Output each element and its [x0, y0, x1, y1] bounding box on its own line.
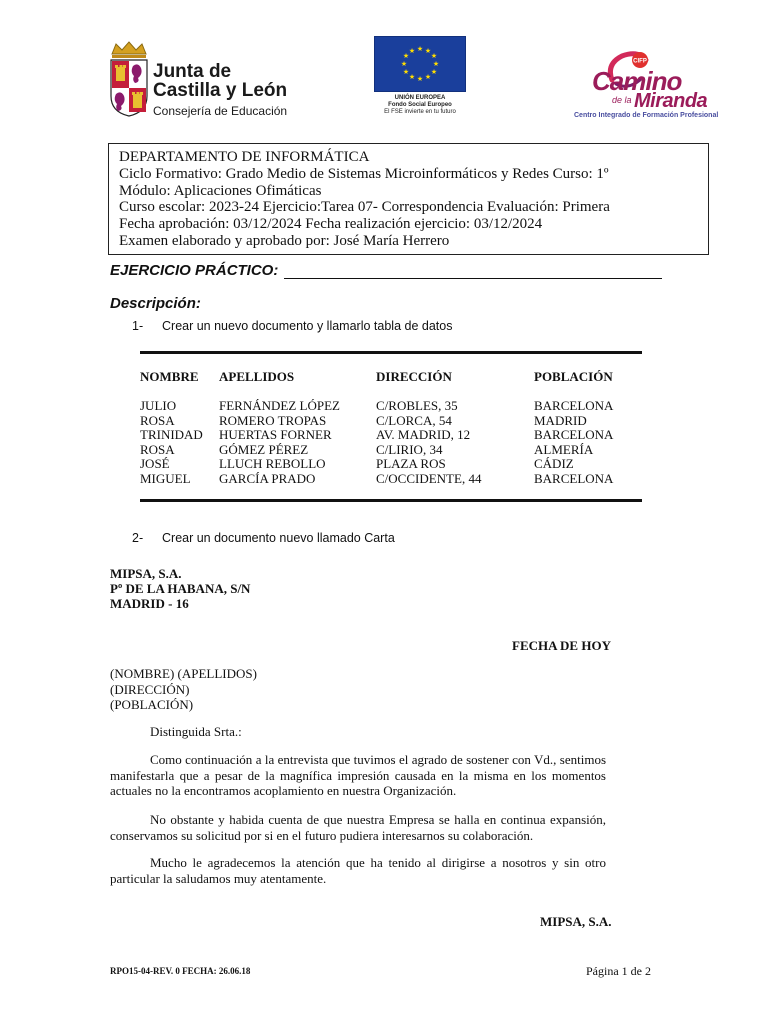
svg-text:★: ★ [408, 47, 416, 55]
junta-castilla-leon-logo [108, 40, 308, 120]
table-row [140, 443, 642, 458]
cell-apellidos: HUERTAS FORNER [219, 427, 332, 443]
cell-nombre: JULIO [140, 398, 177, 413]
table-row [140, 414, 642, 429]
table-row [140, 457, 642, 472]
svg-text:★: ★ [424, 47, 432, 55]
sender-company: MIPSA, S.A. [110, 566, 182, 581]
cell-direccion: C/LORCA, 54 [376, 412, 452, 428]
cm-de-la: de la [612, 95, 632, 105]
eu-caption-line1: UNIÓN EUROPEA [394, 95, 446, 101]
cell-nombre: JOSÉ [140, 456, 170, 472]
cell-direccion: AV. MADRID, 12 [376, 427, 471, 443]
svg-text:★: ★ [400, 60, 408, 68]
cell-nombre: MIGUEL [140, 470, 191, 486]
step-1-text: Crear un nuevo documento y llamarlo tabla de datos [162, 319, 453, 333]
header-direccion: DIRECCIÓN [376, 369, 452, 384]
cell-direccion: C/ROBLES, 35 [376, 398, 458, 413]
cell-poblacion: ALMERÍA [534, 441, 594, 457]
step-1 [132, 319, 452, 333]
cell-apellidos: GARCÍA PRADO [219, 470, 316, 486]
cell-nombre: ROSA [140, 412, 175, 428]
svg-text:★: ★ [424, 73, 432, 81]
recipient-name: (NOMBRE) (APELLIDOS) [110, 666, 257, 681]
data-table [140, 369, 642, 487]
info-dates: Fecha aprobación: 03/12/2024 Fecha realización ejercicio: 03/12/2024 [119, 216, 543, 233]
table-header-row [140, 369, 642, 399]
step-2-text: Crear un documento nuevo llamado Carta [162, 531, 395, 545]
letter-signature: MIPSA, S.A. [540, 914, 612, 929]
cell-direccion: C/OCCIDENTE, 44 [376, 470, 482, 486]
jcyl-wordmark [153, 62, 287, 119]
eu-flag-icon [374, 36, 466, 92]
cm-sub: Centro Integrado de Formación Profesional [574, 112, 719, 119]
exercise-title: EJERCICIO PRÁCTICO: [110, 262, 279, 279]
step-2-number: 2- [132, 531, 144, 545]
eu-caption-line2: Fondo Social Europeo [388, 102, 452, 108]
svg-text:★: ★ [430, 68, 438, 76]
camino-miranda-logo [568, 44, 718, 124]
info-module: Módulo: Aplicaciones Ofimáticas [119, 182, 322, 199]
footer-page-number: Página 1 de 2 [586, 964, 651, 978]
info-author: Examen elaborado y aprobado por: José María Herrero [119, 232, 450, 249]
cell-direccion: C/LIRIO, 34 [376, 441, 443, 457]
cell-nombre: ROSA [140, 441, 175, 457]
cell-poblacion: BARCELONA [534, 398, 614, 413]
recipient-city: (POBLACIÓN) [110, 697, 194, 712]
svg-text:★: ★ [416, 75, 424, 83]
letter-date: FECHA DE HOY [512, 638, 611, 653]
exam-info-box [108, 143, 709, 255]
sender-city: MADRID - 16 [110, 596, 189, 611]
cell-apellidos: FERNÁNDEZ LÓPEZ [219, 398, 340, 413]
svg-text:★: ★ [408, 73, 416, 81]
cell-apellidos: LLUCH REBOLLO [219, 456, 326, 472]
svg-text:★: ★ [402, 68, 410, 76]
jcyl-line2: Castilla y León [153, 80, 288, 101]
letter-paragraph-3: Mucho le agradecemos la atención que ha tenido al dirigirse a nosotros y sin otro particular la saludamos muy atentamente. [110, 855, 606, 886]
recipient-address: (DIRECCIÓN) [110, 681, 190, 697]
eu-caption [374, 95, 466, 116]
cell-apellidos: ROMERO TROPAS [219, 412, 327, 428]
svg-text:★: ★ [416, 45, 424, 53]
cm-line2: Miranda [634, 90, 708, 112]
header-apellidos: APELLIDOS [219, 369, 295, 384]
eu-logo [374, 36, 466, 116]
step-1-number: 1- [132, 319, 144, 333]
svg-text:★: ★ [432, 60, 440, 68]
jcyl-sub: Consejería de Educación [153, 104, 288, 118]
cell-direccion: PLAZA ROS [376, 456, 446, 472]
sender-street: Pº DE LA HABANA, S/N [110, 581, 251, 596]
cell-nombre: TRINIDAD [140, 427, 203, 443]
info-department: DEPARTAMENTO DE INFORMÁTICA [119, 149, 370, 165]
cm-line1: Camino [592, 66, 682, 96]
info-cycle: Ciclo Formativo: Grado Medio de Sistemas Microinformáticos y Redes Curso: 1º [119, 165, 609, 182]
letter-sender-block [110, 566, 250, 611]
cell-poblacion: CÁDIZ [534, 456, 574, 472]
svg-text:★: ★ [402, 52, 410, 60]
cell-apellidos: GÓMEZ PÉREZ [219, 441, 309, 457]
table-row [140, 399, 642, 414]
letter-paragraph-2: No obstante y habida cuenta de que nuestra Empresa se halla en continua expansión, conservamos su solicitud por si en el futuro pudiera interesarnos su colaboración. [110, 812, 606, 843]
jcyl-line1: Junta de [153, 61, 232, 82]
header-poblacion: POBLACIÓN [534, 369, 613, 384]
cell-poblacion: BARCELONA [534, 427, 614, 443]
info-course: Curso escolar: 2023-24 Ejercicio:Tarea 07- Correspondencia Evaluación: Primera [119, 199, 610, 216]
cm-badge-text: CIFP [633, 58, 647, 65]
svg-text:★: ★ [430, 52, 438, 60]
coat-of-arms-icon [108, 40, 150, 118]
exercise-title-underline [284, 278, 662, 279]
description-heading: Descripción: [110, 295, 201, 312]
table-row [140, 428, 642, 443]
footer-document-code: RPO15-04-REV. 0 FECHA: 26.06.18 [110, 966, 251, 976]
cell-poblacion: BARCELONA [534, 470, 614, 486]
letter-paragraph-1: Como continuación a la entrevista que tuvimos el agrado de sostener con Vd., sentimos manifestarla que a pesar de la magnífica impresión causada en la misma en los momentos actuales no la encontramos acoplamiento en nuestra Organización. [110, 752, 606, 798]
letter-greeting: Distinguida Srta.: [150, 724, 242, 739]
header-nombre: NOMBRE [140, 369, 199, 384]
cell-poblacion: MADRID [534, 412, 587, 428]
step-2 [132, 531, 395, 545]
table-row [140, 472, 642, 487]
table-bottom-rule [140, 499, 642, 502]
letter-recipient-block [110, 666, 257, 713]
table-top-rule [140, 351, 642, 354]
eu-caption-line3: El FSE invierte en tu futuro [384, 109, 456, 115]
